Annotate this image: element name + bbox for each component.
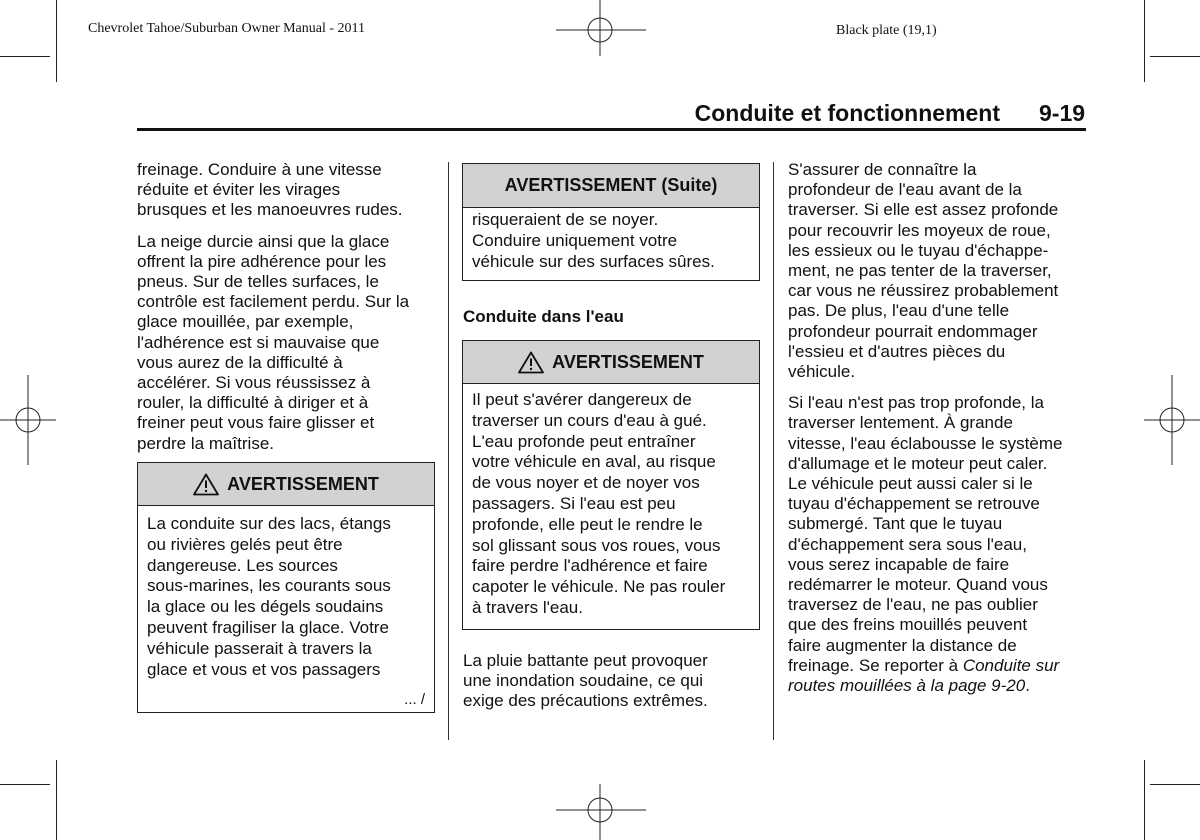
column-1 <box>137 160 442 465</box>
paragraph: S'assurer de connaître la profondeur de l'eau avant de la traverser. Si elle est assez profonde pour recouvrir les moyeux de roue, les essieux ou le tuyau d'échappe- ment, ne pas tenter de la traverser, car vous ne réussirez probablement pas. De plus, l'eau d'une telle profondeur pourrait endommager l'essieu et d'autres pièces du véhicule. <box>788 160 1059 382</box>
registration-mark-icon <box>556 0 646 56</box>
column-3 <box>788 160 1093 707</box>
warning-box <box>137 462 435 713</box>
cross-reference-link[interactable]: Conduite sur routes mouillées à la page 9-20 <box>788 655 1060 696</box>
crop-mark <box>1144 0 1145 82</box>
plate-label: Black plate (19,1) <box>836 23 937 38</box>
paragraph: La neige durcie ainsi que la glace offrent la pire adhérence pour les pneus. Sur de telles surfaces, le contrôle est facilement perdu. Sur la glace mouillée, par exemple, l'adhérence est si mauvaise que vous aurez de la difficulté à accélérer. Si vous réussissez à rouler, la difficulté à diriger et à freiner peut vous faire glisser et perdre la maîtrise. <box>137 231 410 453</box>
warning-header <box>463 341 759 384</box>
warning-header <box>138 463 434 506</box>
warning-text: Il peut s'avérer dangereux de traverser un cours d'eau à gué. L'eau profonde peut entraîner votre véhicule en aval, au risque de vous noyer et de noyer vos passagers. Si l'eau est peu profonde, elle peut le rendre le sol glissant sous vos roues, vous faire perdre l'adhérence et faire capoter le véhicule. Ne pas rouler à travers l'eau. <box>472 390 726 617</box>
warning-triangle-icon <box>518 351 544 374</box>
crop-mark <box>1150 784 1200 785</box>
warning-text: risqueraient de se noyer. Conduire uniquement votre véhicule sur des surfaces sûres. <box>472 210 715 271</box>
page-number: 9-19 <box>1039 100 1086 126</box>
column-divider <box>773 162 774 740</box>
warning-triangle-icon <box>193 473 219 496</box>
crop-mark <box>56 0 57 82</box>
warning-title: AVERTISSEMENT <box>552 351 704 372</box>
registration-mark-icon <box>1144 375 1200 465</box>
paragraph <box>788 393 1093 696</box>
paragraph: La pluie battante peut provoquer une inondation soudaine, ce qui exige des précautions extrêmes. <box>463 651 708 711</box>
column-2-text <box>463 651 763 723</box>
warning-text: La conduite sur des lacs, étangs ou rivières gelés peut être dangereuse. Les sources sous-marines, les courants sous la glace ou les dégels soudains peuvent fragiliser la glace. Votre véhicule passerait à travers la glace et vous et vos passagers <box>147 514 391 679</box>
subheading: Conduite dans l'eau <box>463 307 624 326</box>
crop-mark <box>0 784 50 785</box>
paragraph: freinage. Conduire à une vitesse réduite et éviter les virages brusques et les manoeuvres rudes. <box>137 160 403 220</box>
registration-mark-icon <box>556 784 646 840</box>
crop-mark <box>1144 760 1145 840</box>
continued-marker: ... / <box>404 691 425 708</box>
warning-box-continued <box>462 163 760 281</box>
registration-mark-icon <box>0 375 56 465</box>
manual-title: Chevrolet Tahoe/Suburban Owner Manual - 2011 <box>88 21 366 36</box>
section-title: Conduite et fonctionnement <box>694 100 1000 126</box>
header-rule <box>137 128 1086 131</box>
paragraph-text: Si l'eau n'est pas trop profonde, la traverser lentement. À grande vitesse, l'eau éclabousse le système d'allumage et le moteur peut caler. Le véhicule peut aussi caler si le tuyau d'échappement se retrouve submergé. Tant que le tuyau d'échappement sera sous l'eau, vous serez incapable de faire redémarrer le moteur. Quand vous traversez de l'eau, ne pas oublier que des freins mouillés peuvent faire augmenter la distance de freinage. Se reporter à <box>788 393 1063 675</box>
warning-header <box>463 164 759 208</box>
paragraph-end: . <box>1025 676 1030 696</box>
crop-mark <box>0 56 50 57</box>
warning-title: AVERTISSEMENT <box>227 473 379 494</box>
warning-title: AVERTISSEMENT (Suite) <box>504 175 718 195</box>
crop-mark <box>1150 56 1200 57</box>
warning-box <box>462 340 760 630</box>
crop-mark <box>56 760 57 840</box>
column-divider <box>448 162 449 740</box>
